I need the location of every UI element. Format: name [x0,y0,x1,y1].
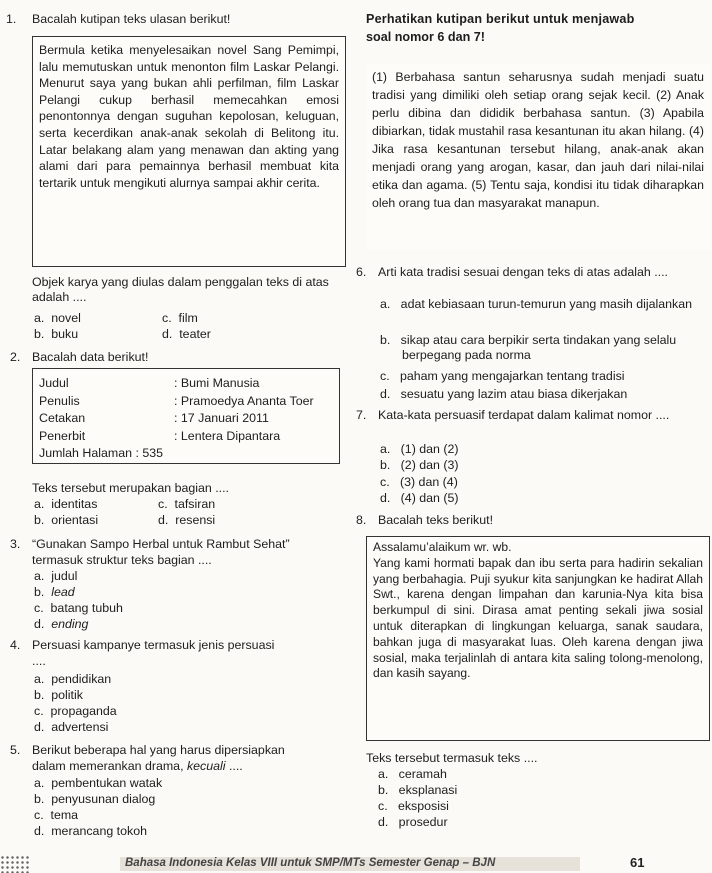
q8-greeting: Assalamu’alaikum wr. wb. [373,540,512,554]
q8-speech-box [366,536,710,741]
q5-option-d[interactable]: d. merancang tokoh [34,824,147,838]
q5-stem-line1: Berikut beberapa hal yang harus dipersiapkan [32,743,285,757]
page-footer [0,855,712,873]
q4-option-b[interactable]: b. politik [34,688,83,702]
passage-text: (1) Berbahasa santun seharusnya sudah menjadi suatu tradisi yang dimiliki oleh setiap orang sejak kecil. (2) Anak perlu dibina dan dididik berbahasa santun. (3) Apabila dibiarkan, tidak mustahil rasa kesantunan itu akan hilang. (4) Jika rasa kesantunan tersebut hilang, anak-anak akan menjadi orang yang arogan, kasar, dan jauh dari nilai-nilai etika dan agama. (5) Tentu saja, kondisi itu tidak diharapkan oleh orang tua dan masyarakat manapun. [372,70,704,210]
q8-question: Teks tersebut termasuk teks .... [366,751,538,765]
q8-option-c[interactable]: c. eksposisi [378,799,449,813]
q6-option-b[interactable]: b. sikap atau cara berpikir serta tindakan yang selalu berpegang pada norma [380,333,677,363]
q7-option-a[interactable]: a. (1) dan (2) [380,442,459,456]
q2-row-judul: Judul : Bumi Manusia [39,376,260,390]
q2-number: 2. [10,350,21,364]
q4-stem-line2: .... [32,654,46,668]
q8-stem: Bacalah teks berikut! [378,513,494,527]
q7-stem: Kata-kata persuasif terdapat dalam kalimat nomor .... [378,408,670,422]
q7-option-d[interactable]: d. (4) dan (5) [380,491,459,505]
q5-option-a[interactable]: a. pembentukan watak [34,776,163,790]
q8-number: 8. [356,513,367,527]
q2-option-d[interactable]: d. resensi [158,513,216,527]
q2-row-cetakan: Cetakan : 17 Januari 2011 [39,411,269,426]
q2-row-jumlah-halaman: Jumlah Halaman : 535 [39,446,164,461]
q2-option-c[interactable]: c. tafsiran [158,497,216,511]
q2-stem: Bacalah data berikut! [32,350,149,364]
q4-number: 4. [10,638,21,652]
q3-option-b[interactable]: b. lead [34,585,75,599]
q8-option-a[interactable]: a. ceramah [378,767,447,781]
q7-number: 7. [356,408,367,422]
q1-option-b[interactable]: b. buku [34,327,79,341]
q3-number: 3. [10,537,21,551]
q2-row-penerbit: Penerbit : Lentera Dipantara [39,428,281,443]
q2-option-a[interactable]: a. identitas [34,497,98,511]
q1-option-a[interactable]: a. novel [34,311,81,325]
q6-q7-passage-box [366,64,710,250]
q6-option-d[interactable]: d. sesuatu yang lazim atau biasa dikerjakan [380,387,628,401]
instruction-line1: Perhatikan kutipan berikut untuk menjawab [366,12,635,26]
q8-option-d[interactable]: d. prosedur [378,815,448,829]
q3-option-c[interactable]: c. batang tubuh [34,601,123,615]
q4-option-a[interactable]: a. pendidikan [34,672,112,686]
q7-option-b[interactable]: b. (2) dan (3) [380,458,459,472]
q6-number: 6. [356,265,367,279]
q4-stem-line1: Persuasi kampanye termasuk jenis persuasi [32,638,275,652]
q1-review-box [32,36,346,267]
page-number: 61 [630,855,645,870]
q1-stem: Bacalah kutipan teks ulasan berikut! [32,12,231,26]
q5-stem-line2: dalam memerankan drama, kecuali .... [32,759,243,773]
q1-number: 1. [6,12,17,26]
q8-speech-text: Yang kami hormati bapak dan ibu serta para hadirin sekalian yang berbahagia. Puji syukur kita sanjungkan ke hadirat Allah Swt., karena dengan limpahan dan karunia-Nya kita bisa berkumpul di sini. Dirasa amat penting sekali jiwa sosial untuk diterapkan di lingkungan keluarga, sanak saudara, bahkan juga di masyarakat luas. Oleh karena dengan jiwa sosial, maka terjalinlah di antara kita saling tolong-menolong, dan kasih sayang. [373,555,703,681]
q2-row-penulis: Penulis : Pramoedya Ananta Toer [39,393,314,408]
q5-option-b[interactable]: b. penyusunan dialog [34,792,156,806]
q3-option-d[interactable]: d. ending [34,617,89,631]
q6-option-c[interactable]: c. paham yang mengajarkan tentang tradisi [380,369,625,383]
q8-option-b[interactable]: b. eksplanasi [378,783,458,797]
q6-option-a[interactable]: a. adat kebiasaan turun-temurun yang masih dijalankan [380,297,693,311]
q4-option-c[interactable]: c. propaganda [34,704,117,718]
q5-option-c[interactable]: c. tema [34,808,79,822]
footer-book-title: Bahasa Indonesia Kelas VIII untuk SMP/MTs Semester Genap – BJN [125,857,496,869]
q2-data-box [32,368,340,464]
q1-question: Objek karya yang diulas dalam penggalan teks di atas adalah .... [32,275,329,305]
q5-number: 5. [10,743,21,757]
q2-question: Teks tersebut merupakan bagian .... [32,481,229,495]
decorative-dots-icon [0,855,30,873]
q1-option-d[interactable]: d. teater [162,327,211,341]
q3-option-a[interactable]: a. judul [34,569,78,583]
q6-stem: Arti kata tradisi sesuai dengan teks di atas adalah .... [378,265,668,279]
q3-stem-line1: “Gunakan Sampo Herbal untuk Rambut Sehat” [32,537,290,551]
instruction-line2: soal nomor 6 dan 7! [366,30,485,44]
q1-option-c[interactable]: c. film [162,311,198,325]
q2-option-b[interactable]: b. orientasi [34,513,99,527]
q4-option-d[interactable]: d. advertensi [34,720,109,734]
q7-option-c[interactable]: c. (3) dan (4) [380,475,458,489]
q3-stem-line2: termasuk struktur teks bagian .... [32,553,212,567]
q1-review-text: Bermula ketika menyelesaikan novel Sang Pemimpi, lalu memutuskan untuk menonton film Laskar Pelangi. Menurut saya yang bukan ahli perfilman, film Laskar Pelangi cukup berhasil memecahkan emosi penontonnya dengan suguhan kepolosan, keluguan, serta kecerdikan anak-anak sekolah di Belitong itu. Latar belakang alam yang menawan dan akting yang alami dari para pemainnya berhasil membuat kita tertarik untuk mengikuti alurnya sampai akhir cerita. [39,43,339,190]
